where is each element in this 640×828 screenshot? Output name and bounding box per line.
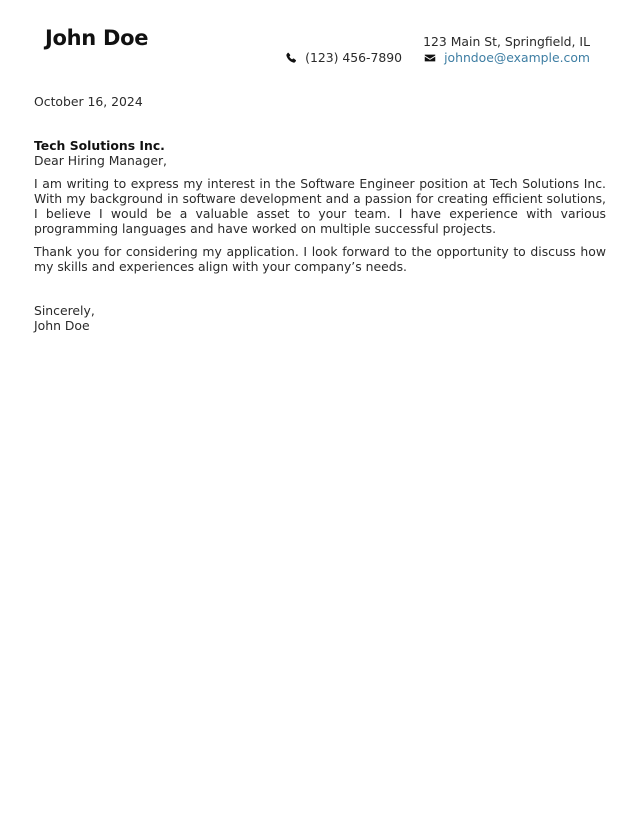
applicant-name: John Doe bbox=[45, 26, 149, 50]
company-name: Tech Solutions Inc. bbox=[34, 138, 165, 153]
letter-body bbox=[34, 94, 606, 333]
closing: Sincerely, bbox=[34, 303, 95, 318]
email-item[interactable] bbox=[424, 50, 590, 66]
phone-icon bbox=[285, 52, 297, 64]
contact-line bbox=[285, 50, 590, 66]
contact-block bbox=[285, 34, 590, 66]
letter-date: October 16, 2024 bbox=[34, 94, 143, 109]
email-link[interactable]: johndoe@example.com bbox=[444, 50, 590, 65]
phone-item bbox=[285, 50, 402, 66]
envelope-icon bbox=[424, 52, 436, 64]
greeting: Dear Hiring Manager, bbox=[34, 153, 167, 168]
letter-paragraph: Thank you for considering my application. I look forward to the opportunity to discuss how my skills and experiences align with your company’s needs. bbox=[34, 244, 606, 274]
address-text: 123 Main St, Springfield, IL bbox=[423, 34, 590, 49]
phone-text: (123) 456-7890 bbox=[305, 50, 403, 65]
signature: John Doe bbox=[34, 318, 90, 333]
letter-paragraph: I am writing to express my interest in the Software Engineer position at Tech Solutions Inc. With my background in software development and a passion for creating efficient solutions, I believe I would be a valuable asset to your team. I have experience with various programming languages and have worked on multiple successful projects. bbox=[34, 176, 606, 236]
